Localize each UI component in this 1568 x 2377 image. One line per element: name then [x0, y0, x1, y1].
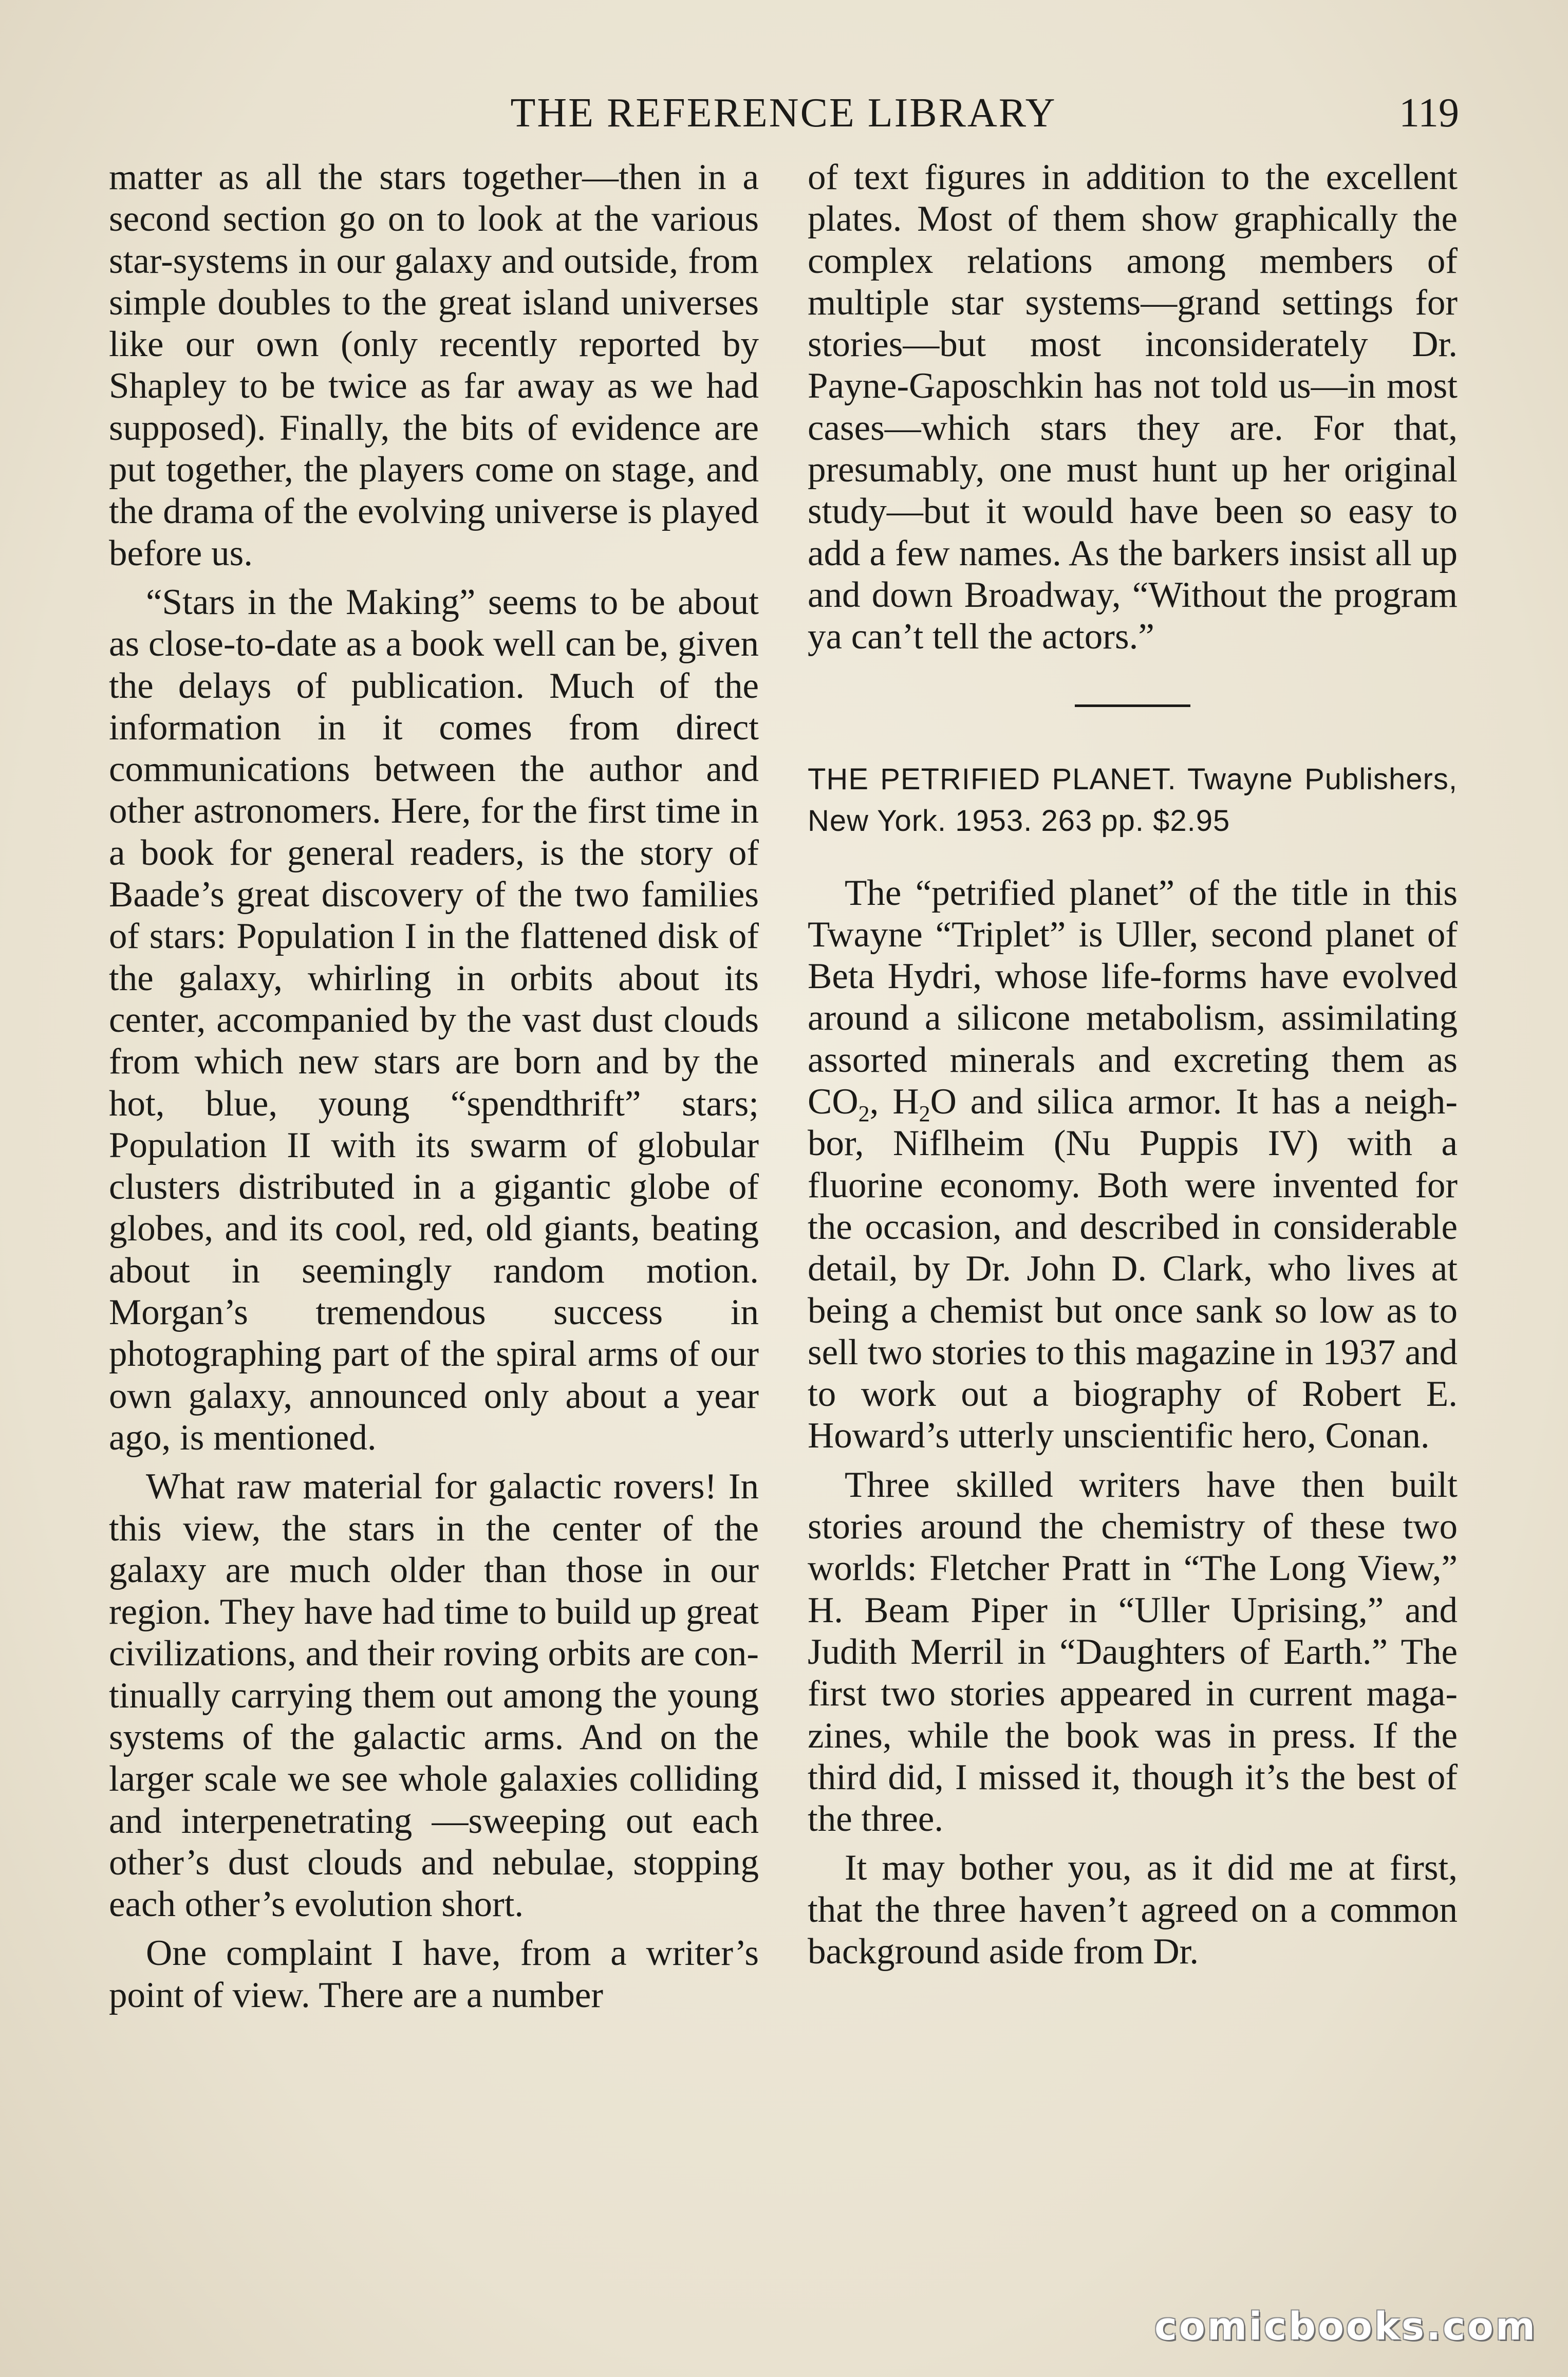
paragraph: “Stars in the Making” seems to be about as close-to-date as a book well can be, given the delays of publication. Much of the information in it comes from direct communications between the author and other astronomers. Here, for the first time in a book for general readers, is the story of Baade’s great discovery of the two families of stars: Population I in the flattened disk of the galaxy, whirling in orbits about its center, accompanied by the vast dust clouds from which new stars are born and by the hot, blue, young “spendthrift” stars; Population II with its swarm of globular clusters distributed in a gigantic globe of globes, and its cool, red, old giants, beating about in seemingly random motion. Morgan’s tremendous success in photographing part of the spiral arms of our own galaxy, announced only about a year ago, is mentioned.: [109, 582, 759, 1458]
subscript: 2: [858, 1101, 870, 1127]
paragraph: One complaint I have, from a writer’s point of view. There are a number: [109, 1933, 759, 2015]
left-column: [109, 157, 759, 2016]
book-heading: [808, 758, 1458, 842]
paragraph: matter as all the stars together—then in a second section go on to look at the various star-systems in our galaxy and outside, from simple doubles to the great island universes like our own (only recently reported by Shapley to be twice as far away as we had supposed). Finally, the bits of evidence are put together, the players come on stage, and the drama of the evolving universe is played before us.: [109, 157, 759, 573]
watermark: comicbooks.com: [1154, 2305, 1537, 2349]
page-header: [108, 85, 1459, 141]
paragraph: [808, 872, 1458, 1457]
book-publisher-info: Twayne Publishers, New York. 1953. 263 pp. $2.95: [808, 762, 1458, 838]
section-divider: [1075, 704, 1190, 707]
paragraph: of text figures in addition to the excellent plates. Most of them show graphically the complex relations among members of multiple star systems—grand settings for stories—but most inconsiderately Dr. Payne-Gaposchkin has not told us—in most cases—which stars they are. For that, presumably, one must hunt up her original study—but it would have been so easy to add a few names. As the barkers insist all up and down Broadway, “Without the program ya can’t tell the actors.”: [808, 157, 1458, 657]
paragraph-text: O and silica armor. It has a neighbor, Niflheim (Nu Puppis IV) with a fluorine economy. Both were invented for the occasion, and described in considerable detail, by Dr. John D. Clark, who lives at being a chemist but once sank so low as to sell two stories to this magazine in 1937 and to work out a biography of Robert E. Howard’s utterly unscientific hero, Conan.: [808, 1082, 1458, 1456]
paragraph-text: , H: [869, 1082, 919, 1122]
subscript: 2: [919, 1101, 930, 1127]
paragraph: What raw material for galactic rovers! In this view, the stars in the center of the galaxy are much older than those in our region. They have had time to build up great civilizations, and their roving orbits are continually carrying them out among the young systems of the galactic arms. And on the larger scale we see whole galaxies colliding and interpenetrating —sweeping out each other’s dust clouds and nebulae, stopping each other’s evolution short.: [109, 1466, 759, 1925]
paragraph-text: The “petrified planet” of the title in this Twayne “Triplet” is Uller, second planet of Beta Hydri, whose life-forms have evolved around a silicone metabolism, assimilating assorted minerals and excreting them as CO: [808, 872, 1458, 1122]
paragraph: Three skilled writers have then built stories around the chemistry of these two worlds: Fletcher Pratt in “The Long View,” H. Beam Piper in “Uller Uprising,” and Judith Merril in “Daughters of Earth.” The first two stories appeared in current magazines, while the book was in press. If the third did, I missed it, though it’s the best of the three.: [808, 1464, 1458, 1840]
running-title: THE REFERENCE LIBRARY: [510, 90, 1057, 136]
right-column: [808, 157, 1458, 1973]
book-title: THE PETRIFIED PLANET.: [808, 762, 1177, 796]
page-number: 119: [1398, 90, 1459, 136]
paragraph: It may bother you, as it did me at first, that the three haven’t agreed on a common background aside from Dr.: [808, 1848, 1458, 1972]
